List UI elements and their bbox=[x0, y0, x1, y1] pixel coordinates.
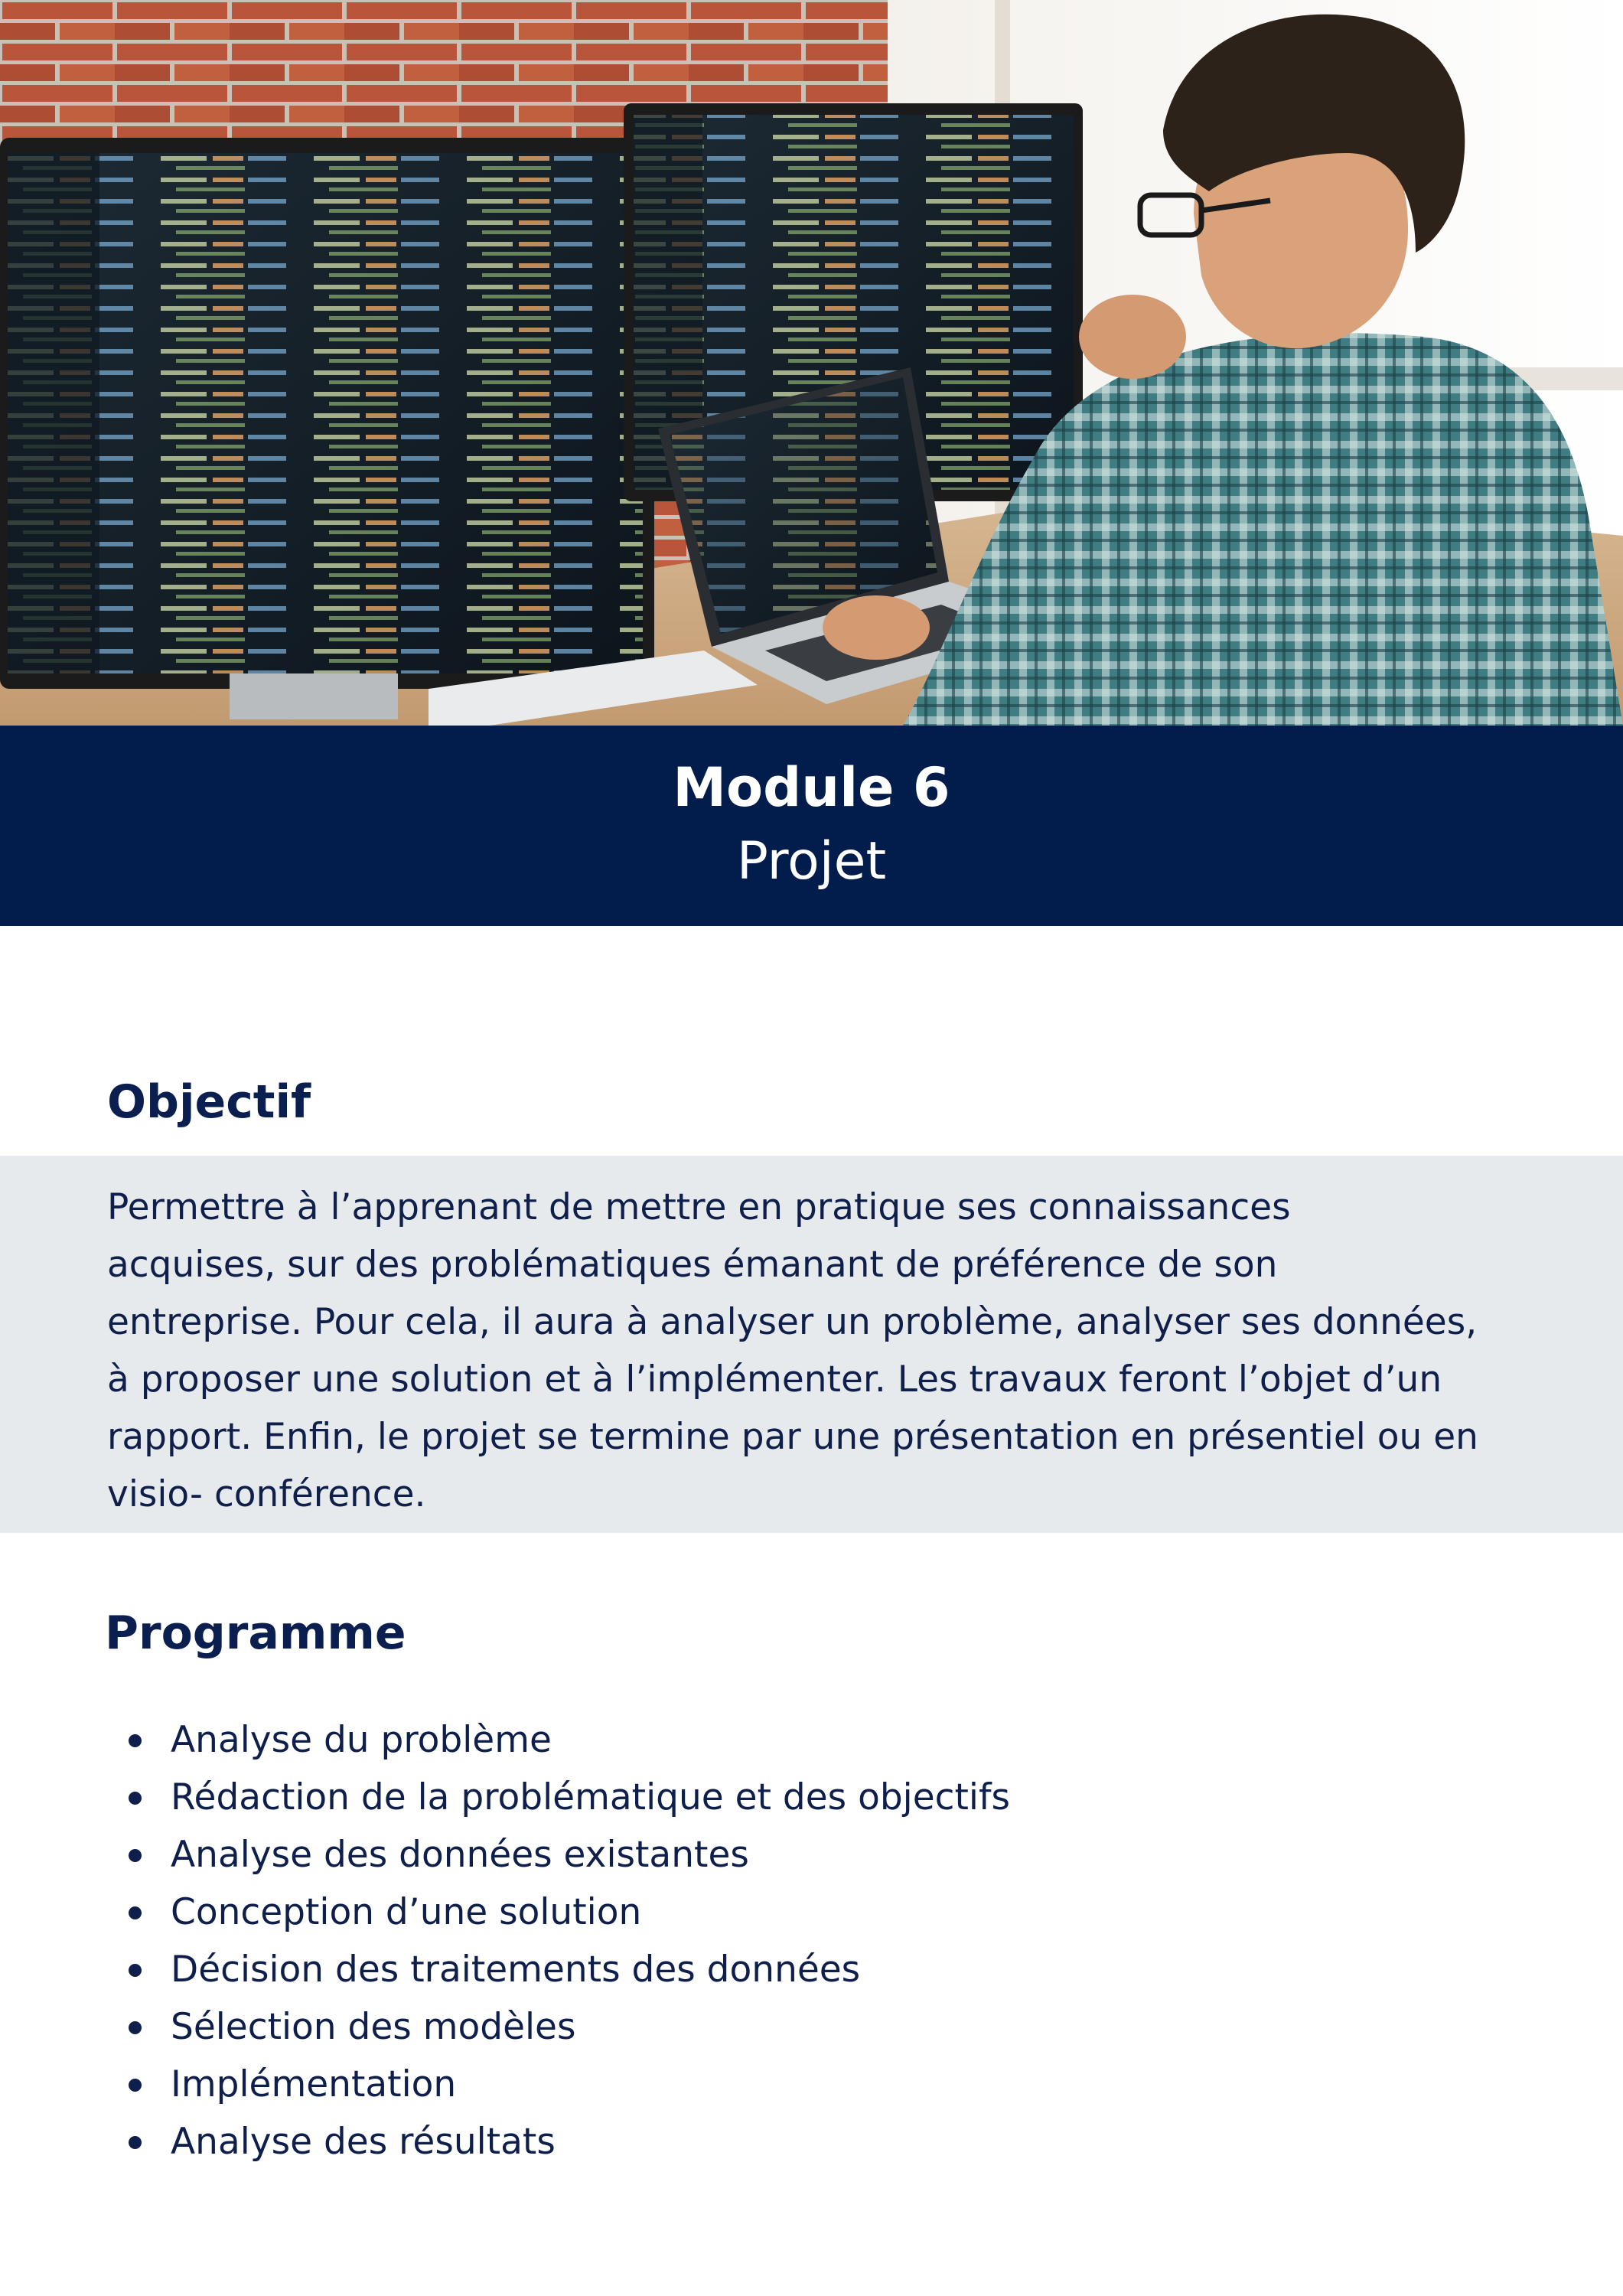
objectif-line: rapport. Enfin, le projet se termine par une présentation en présentiel ou en bbox=[107, 1416, 1478, 1458]
list-item-label: Décision des traitements des données bbox=[171, 1949, 861, 1991]
list-item-label: Analyse du problème bbox=[171, 1719, 552, 1761]
list-item-label: Sélection des modèles bbox=[171, 2006, 576, 2048]
list-item-label: Conception d’une solution bbox=[171, 1891, 642, 1933]
objectif-heading: Objectif bbox=[107, 1075, 311, 1129]
objectif-line: à proposer une solution et à l’implémenter. Les travaux feront l’objet d’un bbox=[107, 1358, 1442, 1401]
bullet-icon bbox=[129, 1964, 142, 1977]
objectif-line: entreprise. Pour cela, il aura à analyser un problème, analyser ses données, bbox=[107, 1301, 1478, 1343]
list-item bbox=[107, 1941, 1010, 1998]
hero-photo bbox=[0, 0, 1623, 726]
list-item-label: Rédaction de la problématique et des objectifs bbox=[171, 1776, 1011, 1818]
list-item bbox=[107, 1826, 1010, 1883]
list-item-label: Implémentation bbox=[171, 2063, 457, 2105]
list-item bbox=[107, 1769, 1010, 1826]
objectif-line: visio- conférence. bbox=[107, 1473, 426, 1515]
list-item bbox=[107, 2113, 1010, 2170]
objectif-panel bbox=[0, 1156, 1623, 1533]
list-item bbox=[107, 1998, 1010, 2056]
list-item-label: Analyse des données existantes bbox=[171, 1834, 749, 1876]
bullet-icon bbox=[129, 2021, 142, 2034]
bullet-icon bbox=[129, 1792, 142, 1805]
objectif-line: acquises, sur des problématiques émanant de préférence de son bbox=[107, 1244, 1278, 1286]
list-item bbox=[107, 1711, 1010, 1769]
module-subtitle: Projet bbox=[736, 831, 887, 892]
bullet-icon bbox=[129, 1734, 142, 1747]
module-title: Module 6 bbox=[673, 756, 950, 819]
objectif-paragraph bbox=[107, 1179, 1561, 1523]
programme-heading: Programme bbox=[105, 1606, 406, 1660]
list-item bbox=[107, 1883, 1010, 1941]
list-item-label: Analyse des résultats bbox=[171, 2121, 556, 2163]
programme-list bbox=[107, 1711, 1010, 2170]
bullet-icon bbox=[129, 1849, 142, 1862]
bullet-icon bbox=[129, 2079, 142, 2092]
objectif-line: Permettre à l’apprenant de mettre en pratique ses connaissances bbox=[107, 1186, 1291, 1228]
title-banner bbox=[0, 726, 1623, 926]
bullet-icon bbox=[129, 2136, 142, 2149]
bullet-icon bbox=[129, 1906, 142, 1919]
list-item bbox=[107, 2056, 1010, 2113]
